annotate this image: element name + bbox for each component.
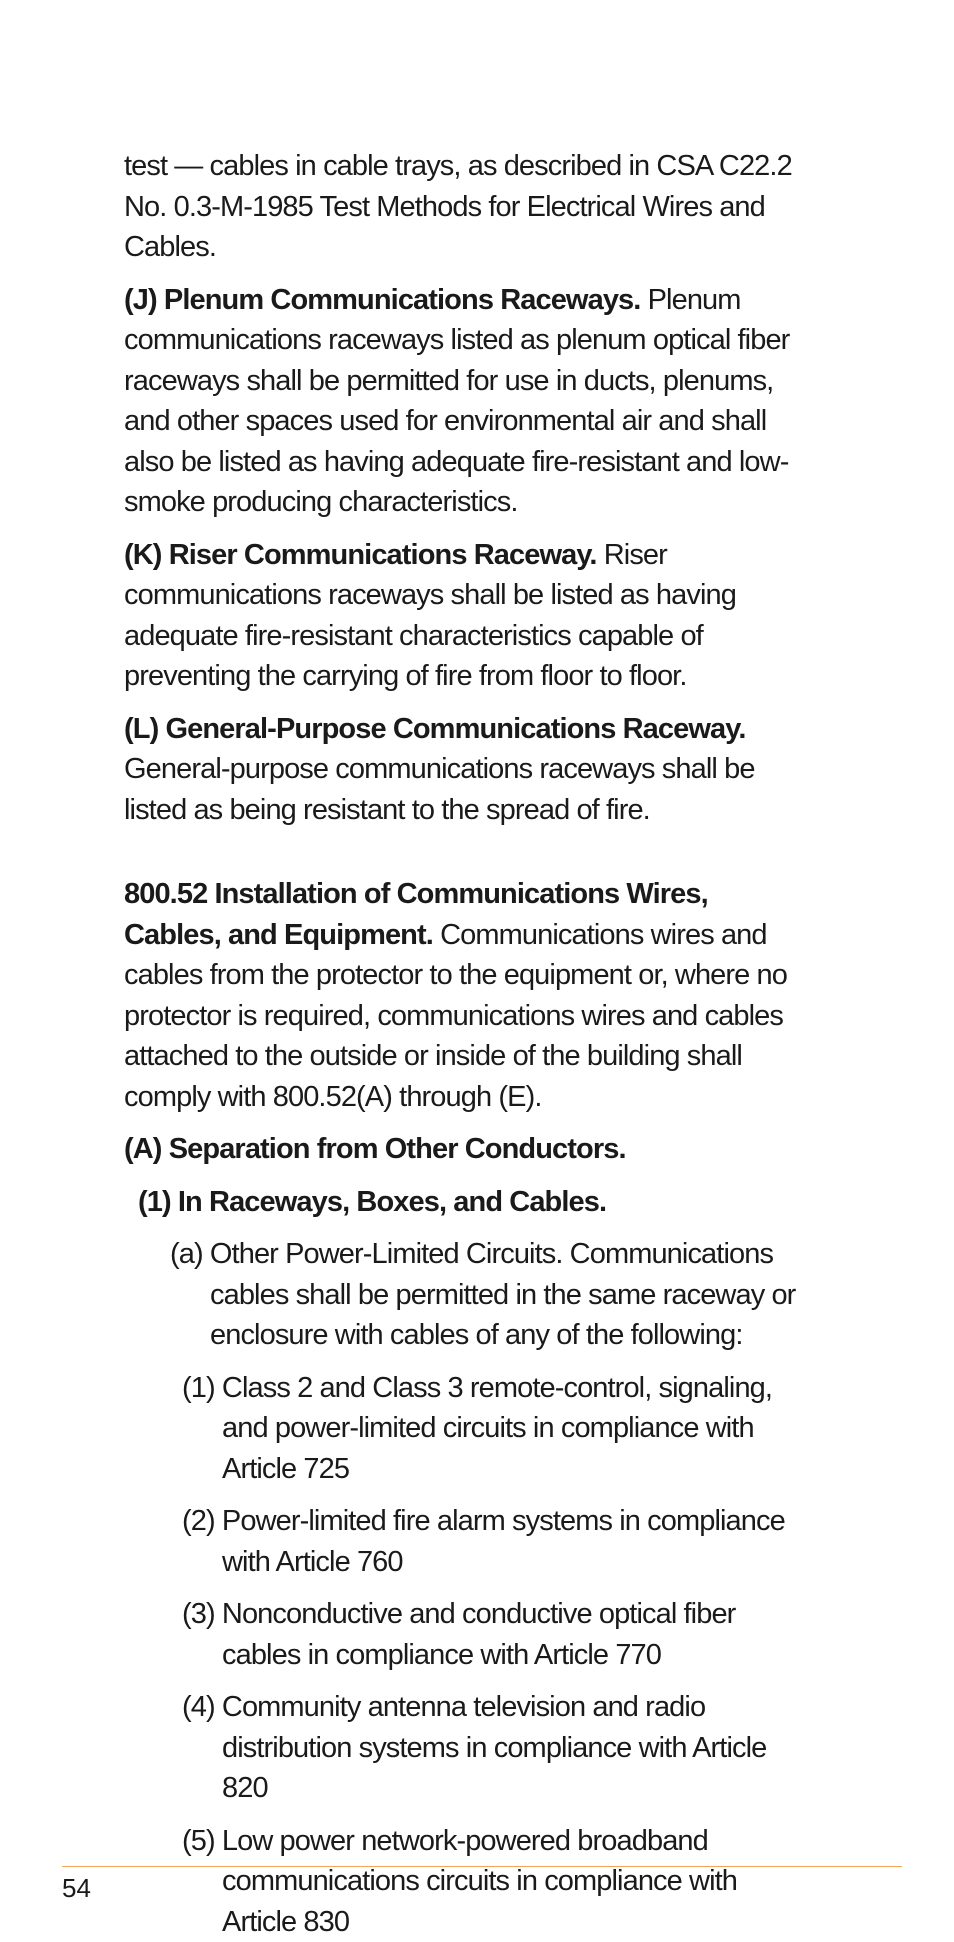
section-800-52-text: Communications wires and cables from the protector to the equipment or, where no protector is required, communications wires and cables attached to the outside or inside of the building shall comply with 800.52(A) through (E). (124, 919, 787, 1113)
body-text (124, 146, 804, 1942)
section-800-52-heading: 800.52 Installation of Communications Wires, Cables, and Equipment. (124, 878, 708, 951)
section-800-52 (124, 874, 804, 1117)
section-k (124, 535, 804, 697)
section-j (124, 280, 804, 523)
footer-rule (62, 1866, 902, 1867)
section-l-heading: (L) General-Purpose Communications Raceway. (124, 713, 745, 745)
subsection-aa-text: (a) Other Power-Limited Circuits. Communications cables shall be permitted in the same raceway or enclosure with cables of any of the following: (167, 1234, 804, 1356)
section-k-heading: (K) Riser Communications Raceway. (124, 539, 597, 571)
list-item: (3) Nonconductive and conductive optical fiber cables in compliance with Article 770 (124, 1594, 804, 1675)
section-k-text: Riser communications raceways shall be listed as having adequate fire-resistant characteristics capable of preventing the carrying of fire from floor to floor. (124, 539, 736, 693)
section-l (124, 709, 804, 831)
subsection-a1-heading: (1) In Raceways, Boxes, and Cables. (124, 1182, 804, 1223)
section-j-text: Plenum communications raceways listed as plenum optical fiber raceways shall be permitted for use in ducts, plenums, and other spaces used for environmental air and shall also be listed as having adequate fire-resistant and low-smoke producing characteristics. (124, 284, 789, 519)
list-item: (1) Class 2 and Class 3 remote-control, signaling, and power-limited circuits in compliance with Article 725 (124, 1368, 804, 1490)
subsection-a-heading: (A) Separation from Other Conductors. (124, 1129, 804, 1170)
list-item: (5) Low power network-powered broadband communications circuits in compliance with Article 830 (124, 1821, 804, 1942)
intro-paragraph: test — cables in cable trays, as described in CSA C22.2 No. 0.3-M-1985 Test Methods for Electrical Wires and Cables. (124, 146, 804, 268)
list-item: (4) Community antenna television and radio distribution systems in compliance with Article 820 (124, 1687, 804, 1809)
list-item: (2) Power-limited fire alarm systems in compliance with Article 760 (124, 1501, 804, 1582)
section-l-text: General-purpose communications raceways shall be listed as being resistant to the spread of fire. (124, 753, 755, 826)
page-number: 54 (62, 1872, 91, 1904)
section-j-heading: (J) Plenum Communications Raceways. (124, 284, 640, 316)
